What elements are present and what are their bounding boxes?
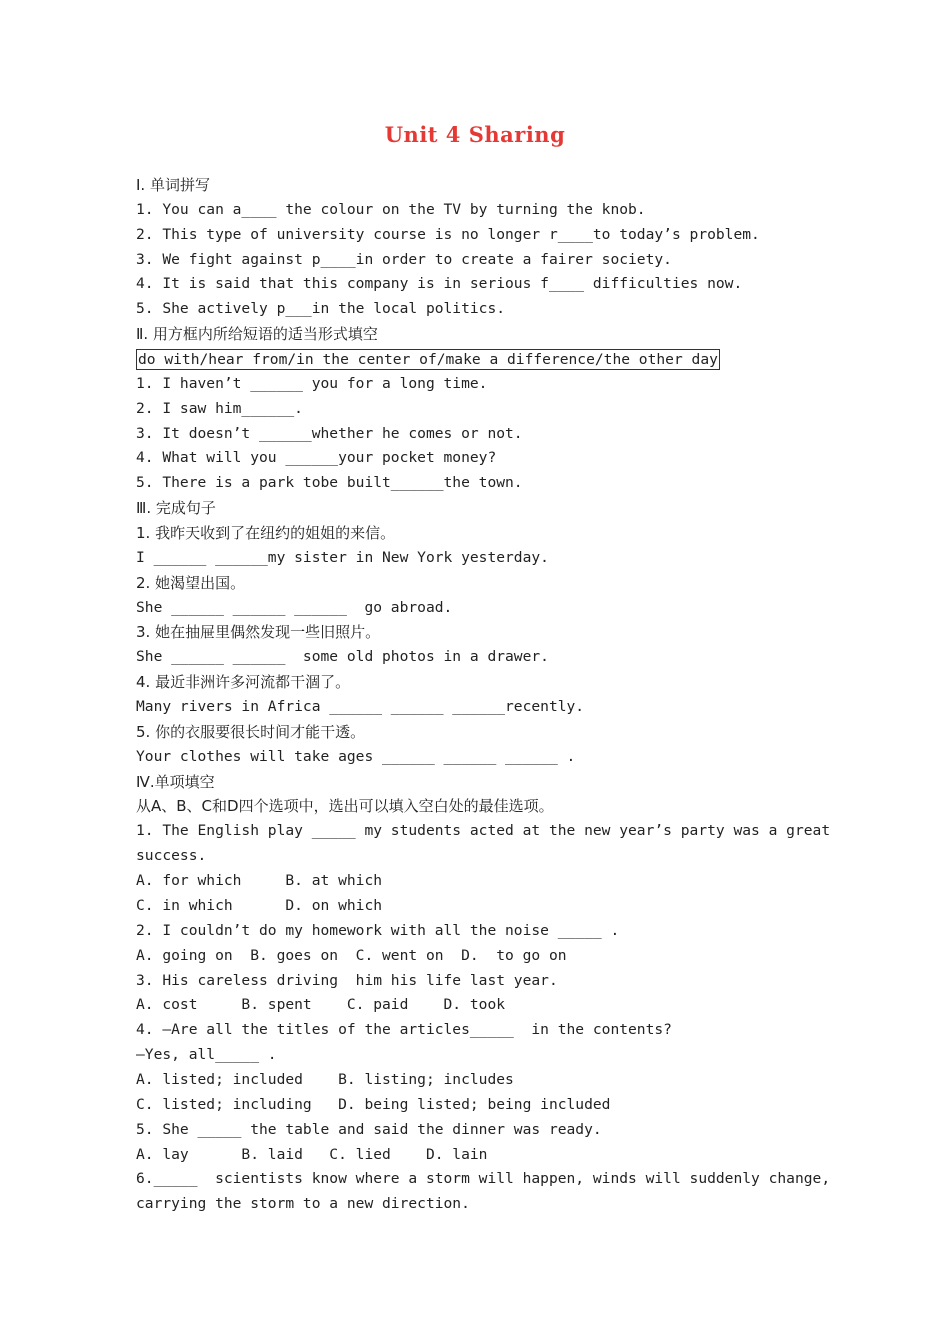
chinese-prompt: 从A、B、C和D四个选项中，选出可以填入空白处的最佳选项。 (136, 797, 554, 816)
text-line: 2. This type of university course is no longer r____to today’s problem. (136, 225, 760, 243)
chinese-prompt: 5. 你的衣服要很长时间才能干透。 (136, 722, 366, 741)
text-line: Your clothes will take ages ______ ______ ______ . (136, 747, 576, 765)
text-line: 4. What will you ______your pocket money? (136, 449, 497, 467)
text-line: C. in which D. on which (136, 896, 383, 914)
phrase-box-row (136, 347, 826, 372)
text-line: 1. I haven’t ______ you for a long time. (136, 374, 488, 392)
text-line: 4. It is said that this company is in serious f____ difficulties now. (136, 275, 743, 293)
phrase-box: do with/hear from/in the center of/make a difference/the other day (138, 351, 718, 369)
text-line: A. for which B. at which (136, 872, 383, 890)
text-line: 5. There is a park tobe built______the town. (136, 474, 523, 492)
text-line: 3. We fight against p____in order to create a fairer society. (136, 250, 672, 268)
text-line: 6._____ scientists know where a storm will happen, winds will suddenly change, (136, 1170, 831, 1188)
text-line: A. lay B. laid C. lied D. lain (136, 1145, 488, 1163)
text-line: 5. She actively p___in the local politics. (136, 300, 506, 318)
text-line: 5. She _____ the table and said the dinner was ready. (136, 1120, 602, 1138)
section-heading: Ⅰ. 单词拼写 (136, 176, 210, 194)
text-line: Many rivers in Africa ______ ______ ______recently. (136, 698, 585, 716)
text-line: 2. I saw him______. (136, 399, 303, 417)
text-line: 2. I couldn’t do my homework with all the noise _____ . (136, 921, 620, 939)
section-heading: Ⅱ. 用方框内所给短语的适当形式填空 (136, 325, 378, 344)
text-line: 4. —Are all the titles of the articles_____ in the contents? (136, 1021, 672, 1039)
text-line: 3. His careless driving him his life last year. (136, 971, 558, 989)
text-line: A. going on B. goes on C. went on D. to go on (136, 946, 567, 964)
text-line: success. (136, 847, 207, 865)
text-line: 1. The English play _____ my students acted at the new year’s party was a great (136, 822, 831, 840)
text-line: She ______ ______ some old photos in a drawer. (136, 648, 549, 666)
text-line: I ______ ______my sister in New York yesterday. (136, 548, 549, 566)
text-line: 1. You can a____ the colour on the TV by turning the knob. (136, 200, 646, 218)
text-line: A. listed; included B. listing; includes (136, 1070, 514, 1088)
chinese-prompt: 2. 她渴望出国。 (136, 573, 246, 592)
section-heading: Ⅳ.单项填空 (136, 772, 215, 791)
text-line: carrying the storm to a new direction. (136, 1195, 470, 1213)
text-line: C. listed; including D. being listed; being included (136, 1095, 611, 1113)
worksheet-body (136, 173, 831, 1217)
text-line: She ______ ______ ______ go abroad. (136, 598, 453, 616)
text-line: 3. It doesn’t ______whether he comes or not. (136, 424, 523, 442)
chinese-prompt: 4. 最近非洲许多河流都干涸了。 (136, 673, 351, 692)
chinese-prompt: 1. 我昨天收到了在纽约的姐姐的来信。 (136, 524, 396, 543)
chinese-prompt: 3. 她在抽屉里偶然发现一些旧照片。 (136, 623, 381, 642)
section-heading: Ⅲ. 完成句子 (136, 499, 216, 518)
text-line: A. cost B. spent C. paid D. took (136, 996, 506, 1014)
text-line: —Yes, all_____ . (136, 1046, 277, 1064)
page-title: Unit 4 Sharing (384, 122, 566, 147)
